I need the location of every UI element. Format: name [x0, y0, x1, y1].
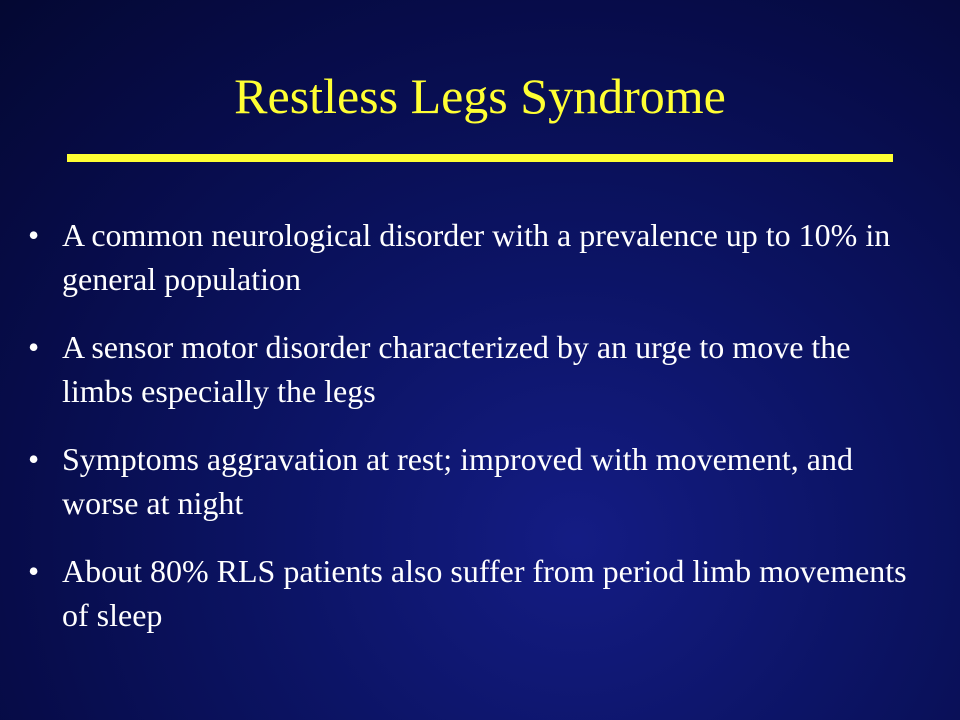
bullet-dot-icon: •: [28, 553, 40, 589]
bullet-dot-icon: •: [28, 441, 40, 477]
bullet-item: [28, 325, 928, 413]
bullet-item: [28, 213, 928, 301]
title-underline: [67, 154, 893, 162]
bullet-list: [28, 213, 928, 661]
bullet-text: A common neurological disorder with a prevalence up to 10% in general population: [62, 217, 891, 297]
bullet-item: [28, 437, 928, 525]
bullet-dot-icon: •: [28, 217, 40, 253]
bullet-text: About 80% RLS patients also suffer from period limb movements of sleep: [62, 553, 907, 633]
bullet-text: A sensor motor disorder characterized by an urge to move the limbs especially the legs: [62, 329, 851, 409]
bullet-item: [28, 549, 928, 637]
bullet-text: Symptoms aggravation at rest; improved with movement, and worse at night: [62, 441, 853, 521]
bullet-dot-icon: •: [28, 329, 40, 365]
slide-title: Restless Legs Syndrome: [234, 68, 726, 124]
